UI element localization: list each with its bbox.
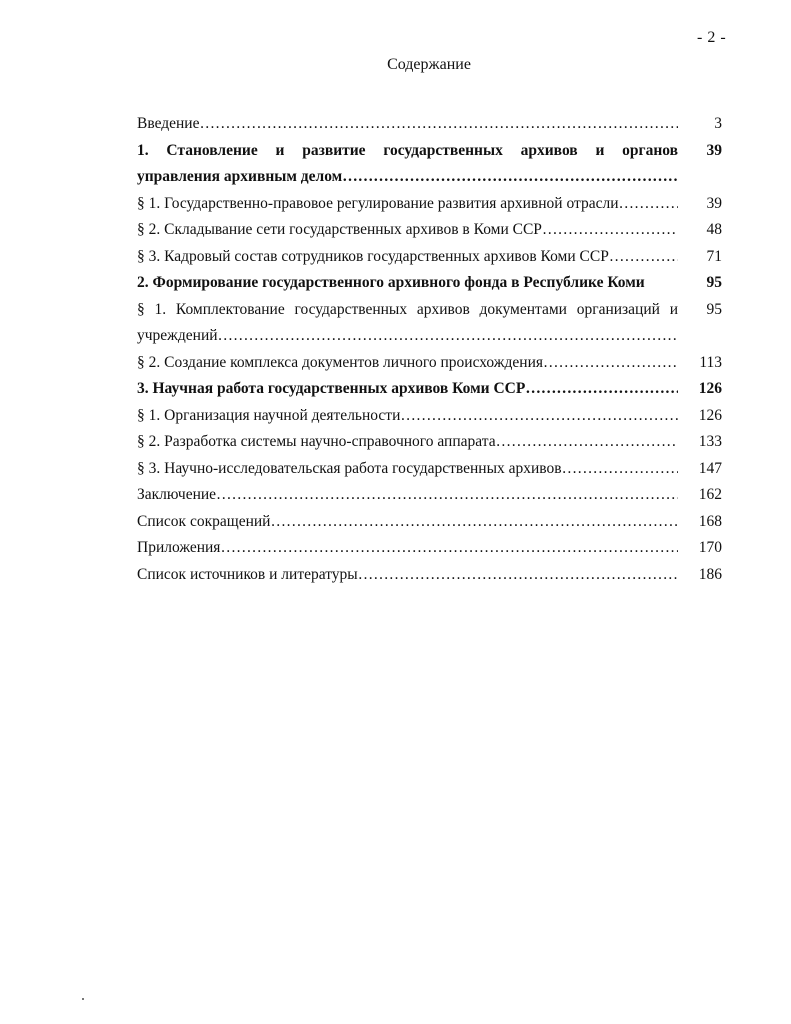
toc-entry-page: 71 bbox=[706, 247, 722, 265]
toc-entry-3-2 bbox=[137, 429, 722, 456]
toc-entry-appendices bbox=[137, 535, 722, 562]
toc-entry-page: 39 bbox=[706, 141, 722, 159]
toc-entry-page: 3 bbox=[714, 115, 722, 132]
toc-entry-abbreviations bbox=[137, 509, 722, 536]
toc-entry-2-2 bbox=[137, 350, 722, 377]
toc-entry-chapter-1 bbox=[137, 138, 722, 191]
toc-entry-page: 95 bbox=[706, 300, 722, 318]
toc-entry-text-line1: § 1. Комплектование государственных архивов документами организаций и bbox=[137, 300, 678, 318]
toc-entry-page: 133 bbox=[698, 433, 722, 450]
toc-entry-text-line2: учреждений bbox=[137, 327, 218, 344]
toc-entry-text: § 1. Организация научной деятельности bbox=[137, 406, 401, 424]
toc-entry-page: 168 bbox=[698, 512, 722, 530]
toc-entry-3-1 bbox=[137, 403, 722, 430]
toc-entry-text-line1: 1. Становление и развитие государственных архивов и органов bbox=[137, 141, 678, 159]
toc-entry-page: 126 bbox=[698, 406, 722, 424]
toc-entry-page: 48 bbox=[706, 221, 722, 238]
toc-entry-page: 39 bbox=[706, 194, 722, 212]
toc-entry-page: 186 bbox=[698, 565, 722, 583]
toc-entry-page: 170 bbox=[698, 539, 722, 556]
toc-entry-text: § 2. Складывание сети государственных архивов в Коми ССР bbox=[137, 221, 542, 238]
toc-entry-text: § 2. Разработка системы научно-справочного аппарата bbox=[137, 433, 496, 450]
toc-entry-1-2 bbox=[137, 217, 722, 244]
toc-entry-3-3 bbox=[137, 456, 722, 483]
toc-entry-text: Заключение bbox=[137, 486, 217, 503]
toc-entry-text: § 3. Научно-исследовательская работа государственных архивов bbox=[137, 459, 562, 477]
toc-entry-chapter-3 bbox=[137, 376, 722, 403]
toc-entry-text: Приложения bbox=[137, 539, 221, 556]
toc-entry-text: 3. Научная работа государственных архивов Коми ССР bbox=[137, 380, 526, 397]
toc-entry-1-3 bbox=[137, 244, 722, 271]
toc-entry-text: § 3. Кадровый состав сотрудников государственных архивов Коми ССР bbox=[137, 247, 609, 265]
toc-entry-page: 162 bbox=[698, 486, 722, 503]
table-of-contents bbox=[137, 111, 722, 588]
toc-entry-text: Список сокращений bbox=[137, 512, 271, 530]
toc-entry-text-line2: управления архивным делом bbox=[137, 168, 343, 185]
page-number: - 2 - bbox=[697, 29, 727, 46]
toc-entry-sources bbox=[137, 562, 722, 589]
toc-entry-text: § 2. Создание комплекса документов личного происхождения bbox=[137, 353, 543, 371]
toc-entry-conclusion bbox=[137, 482, 722, 509]
toc-entry-page: 147 bbox=[698, 459, 722, 477]
toc-entry-text: Список источников и литературы bbox=[137, 565, 358, 583]
toc-entry-chapter-2 bbox=[137, 270, 722, 297]
toc-entry-page: 126 bbox=[698, 380, 722, 397]
toc-entry-introduction bbox=[137, 111, 722, 138]
toc-title: Содержание bbox=[387, 56, 471, 73]
toc-entry-text: 2. Формирование государственного архивного фонда в Республике Коми bbox=[137, 274, 645, 291]
toc-entry-2-1 bbox=[137, 297, 722, 350]
toc-entry-page: 113 bbox=[699, 353, 722, 371]
scan-speck bbox=[82, 998, 84, 1000]
toc-entry-text: Введение bbox=[137, 115, 200, 132]
toc-entry-text: § 1. Государственно-правовое регулирование развития архивной отрасли bbox=[137, 194, 619, 212]
toc-entry-page: 95 bbox=[706, 274, 722, 291]
toc-entry-1-1 bbox=[137, 191, 722, 218]
